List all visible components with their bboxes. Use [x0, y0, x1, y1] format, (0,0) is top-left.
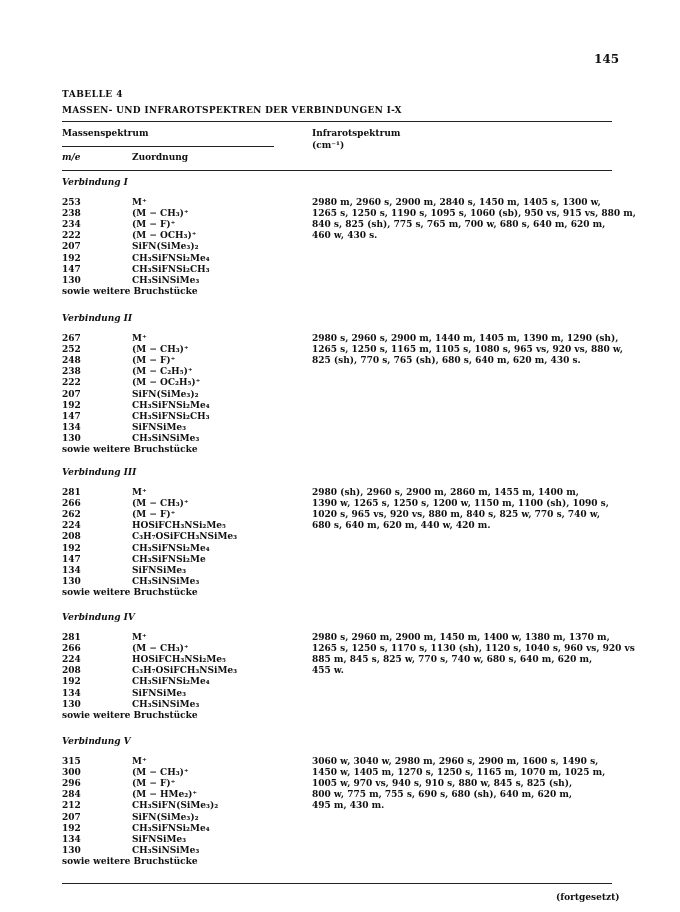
mass-value: 281 [62, 633, 81, 643]
ir-band-line: 800 w, 775 m, 755 s, 690 s, 680 (sh), 640 m, 620 m, [312, 790, 573, 801]
mass-value: 284 [62, 790, 81, 801]
mass-value: 238 [62, 367, 81, 378]
mass-row [0, 265, 300, 276]
fragment-assignment: (M − CH₃)⁺ [132, 209, 189, 220]
table-title: MASSEN- UND INFRAROTSPEKTREN DER VERBINDUNGEN I-X [62, 106, 402, 116]
ir-band-line: 2980 s, 2960 s, 2900 m, 1440 m, 1405 m, 1390 m, 1290 (sh), [312, 334, 619, 344]
mass-row [0, 334, 300, 345]
page-number: 145 [594, 52, 620, 66]
mass-row [0, 532, 300, 543]
mass-row [0, 198, 300, 209]
fragments-note: sowie weitere Bruchstücke [62, 710, 198, 721]
ir-band-line: 2980 (sh), 2960 s, 2900 m, 2860 m, 1455 m, 1400 m, [312, 488, 579, 498]
ir-band-line: 1005 w, 970 vs, 940 s, 910 s, 880 w, 845 s, 825 (sh), [312, 779, 573, 790]
mass-row [0, 276, 300, 287]
fragment-assignment: CH₃SiNSiMe₃ [132, 433, 200, 444]
fragments-note: sowie weitere Bruchstücke [62, 856, 198, 867]
mass-value: 192 [62, 253, 81, 264]
compound-title: Verbindung IV [62, 613, 135, 623]
mass-row [0, 390, 300, 401]
mass-value: 234 [62, 220, 81, 231]
header-mass-rule [62, 146, 274, 147]
mass-row [0, 401, 300, 412]
fragment-assignment: CH₃SiFNSi₂CH₃ [132, 264, 210, 275]
fragment-assignment: SiFN(SiMe₃)₂ [132, 242, 199, 253]
fragment-assignment: CH₃SiFNSi₂CH₃ [132, 411, 210, 422]
mass-row [0, 220, 300, 231]
mass-value: 252 [62, 345, 81, 356]
fragment-assignment: SiFNSiMe₃ [132, 422, 187, 433]
mass-value: 224 [62, 521, 81, 532]
mass-value: 212 [62, 801, 81, 812]
fragment-assignment: CH₃SiNSiMe₃ [132, 275, 200, 286]
mass-value: 248 [62, 356, 81, 367]
mass-value: 192 [62, 543, 81, 554]
mass-value: 207 [62, 812, 81, 823]
fragment-assignment: HOSiFCH₃NSi₂Me₅ [132, 655, 226, 666]
compound-title: Verbindung III [62, 468, 137, 478]
fragments-note: sowie weitere Bruchstücke [62, 286, 198, 297]
ir-band-line: 2980 m, 2960 s, 2900 m, 2840 s, 1450 m, 1405 s, 1300 w, [312, 198, 601, 208]
mass-value: 224 [62, 655, 81, 666]
mass-row [0, 242, 300, 253]
mass-value: 134 [62, 834, 81, 845]
mass-value: 147 [62, 411, 81, 422]
mass-value: 315 [62, 757, 81, 767]
mass-row [0, 544, 300, 555]
fragment-assignment: SiFN(SiMe₃)₂ [132, 812, 199, 823]
ir-band-line: 1020 s, 965 vs, 920 vs, 880 m, 840 s, 825 w, 770 s, 740 w, [312, 510, 600, 521]
mass-value: 300 [62, 768, 81, 779]
mass-value: 253 [62, 198, 81, 208]
fragment-assignment: CH₃SiFNSi₂Me₄ [132, 823, 210, 834]
mass-value: 207 [62, 389, 81, 400]
fragment-assignment: SiFNSiMe₃ [132, 565, 187, 576]
mass-value: 147 [62, 264, 81, 275]
fragment-assignment: M⁺ [132, 334, 147, 344]
fragment-assignment: HOSiFCH₃NSi₂Me₅ [132, 521, 226, 532]
mass-row [0, 356, 300, 367]
mass-row [0, 835, 300, 846]
mass-row [0, 700, 300, 711]
mass-value: 192 [62, 677, 81, 688]
fragment-assignment: SiFN(SiMe₃)₂ [132, 389, 199, 400]
ir-band-line: 1265 s, 1250 s, 1165 m, 1105 s, 1080 s, 965 vs, 920 vs, 880 w, [312, 345, 624, 356]
mass-value: 134 [62, 422, 81, 433]
mass-value: 130 [62, 699, 81, 710]
fragment-assignment: CH₃SiFNSi₂Me₄ [132, 400, 210, 411]
mass-row [0, 790, 300, 801]
ir-band-line: 460 w, 430 s. [312, 231, 378, 242]
fragment-assignment: CH₃SiFN(SiMe₃)₂ [132, 801, 219, 812]
mass-value: 134 [62, 565, 81, 576]
mass-value: 208 [62, 666, 81, 677]
fragments-note: sowie weitere Bruchstücke [62, 445, 198, 455]
mass-value: 130 [62, 845, 81, 856]
fragment-assignment: SiFNSiMe₃ [132, 688, 187, 699]
mass-row [0, 666, 300, 677]
mass-row [0, 231, 300, 242]
table-label: TABELLE 4 [62, 90, 124, 100]
fragment-assignment: C₃H₇OSiFCH₃NSiMe₃ [132, 666, 238, 677]
mass-value: 266 [62, 499, 81, 510]
mass-row [0, 677, 300, 688]
mass-row [0, 577, 300, 588]
fragment-assignment: SiFNSiMe₃ [132, 834, 187, 845]
fragment-assignment: M⁺ [132, 757, 147, 767]
compound-title: Verbindung I [62, 178, 128, 188]
ir-band-line: 825 (sh), 770 s, 765 (sh), 680 s, 640 m, 620 m, 430 s. [312, 356, 581, 367]
fragment-assignment: CH₃SiFNSi₂Me₄ [132, 677, 210, 688]
mass-row [0, 434, 300, 445]
mass-value: 192 [62, 400, 81, 411]
mass-row [0, 757, 300, 768]
fragment-assignment: M⁺ [132, 488, 147, 498]
mass-row [0, 209, 300, 220]
mass-row [0, 488, 300, 499]
mass-row [0, 813, 300, 824]
fragment-assignment: M⁺ [132, 198, 147, 208]
mass-value: 238 [62, 209, 81, 220]
fragment-assignment: CH₃SiNSiMe₃ [132, 699, 200, 710]
fragment-assignment: (M − F)⁺ [132, 779, 176, 790]
ir-band-line: 1265 s, 1250 s, 1190 s, 1095 s, 1060 (sb), 950 vs, 915 vs, 880 m, [312, 209, 636, 220]
fragment-assignment: (M − CH₃)⁺ [132, 345, 189, 356]
mass-value: 130 [62, 576, 81, 587]
header-assignment: Zuordnung [132, 153, 189, 163]
fragment-assignment: (M − F)⁺ [132, 510, 176, 521]
ir-band-line: 885 m, 845 s, 825 w, 770 s, 740 w, 680 s, 640 m, 620 m, [312, 655, 593, 666]
fragment-assignment: (M − CH₃)⁺ [132, 768, 189, 779]
mass-row [0, 779, 300, 790]
mass-row [0, 510, 300, 521]
mass-value: 207 [62, 242, 81, 253]
mass-value: 222 [62, 231, 81, 242]
ir-band-line: 495 m, 430 m. [312, 801, 385, 812]
header-me: m/e [62, 153, 81, 163]
mass-row [0, 412, 300, 423]
header-bottom-rule [62, 170, 612, 171]
compound-title: Verbindung V [62, 737, 131, 747]
ir-band-line: 3060 w, 3040 w, 2980 m, 2960 s, 2900 m, 1600 s, 1490 s, [312, 757, 599, 767]
mass-row [0, 655, 300, 666]
mass-row [0, 566, 300, 577]
ir-band-line: 2980 s, 2960 m, 2900 m, 1450 m, 1400 w, 1380 m, 1370 m, [312, 633, 610, 643]
fragment-assignment: (M − CH₃)⁺ [132, 499, 189, 510]
mass-value: 267 [62, 334, 81, 344]
fragment-assignment: (M − OC₂H₅)⁺ [132, 378, 201, 389]
fragment-assignment: C₃H₇OSiFCH₃NSiMe₃ [132, 532, 238, 543]
header-ir-unit: (cm⁻¹) [312, 141, 345, 151]
compound-title: Verbindung II [62, 314, 133, 324]
fragment-assignment: (M − HMe₂)⁺ [132, 790, 198, 801]
mass-value: 130 [62, 433, 81, 444]
mass-row [0, 846, 300, 857]
mass-row [0, 633, 300, 644]
fragment-assignment: M⁺ [132, 633, 147, 643]
mass-row [0, 499, 300, 510]
mass-value: 296 [62, 779, 81, 790]
fragment-assignment: (M − CH₃)⁺ [132, 644, 189, 655]
fragments-note: sowie weitere Bruchstücke [62, 587, 198, 598]
mass-row [0, 555, 300, 566]
mass-row [0, 254, 300, 265]
mass-value: 147 [62, 554, 81, 565]
mass-value: 222 [62, 378, 81, 389]
header-ir-spectrum: Infrarotspektrum [312, 129, 401, 139]
top-rule [62, 121, 612, 122]
fragment-assignment: CH₃SiNSiMe₃ [132, 576, 200, 587]
mass-row [0, 423, 300, 434]
mass-value: 134 [62, 688, 81, 699]
fragment-assignment: (M − F)⁺ [132, 356, 176, 367]
fragment-assignment: CH₃SiNSiMe₃ [132, 845, 200, 856]
mass-row [0, 768, 300, 779]
mass-value: 266 [62, 644, 81, 655]
ir-band-line: 840 s, 825 (sh), 775 s, 765 m, 700 w, 680 s, 640 m, 620 m, [312, 220, 606, 231]
mass-row [0, 521, 300, 532]
mass-value: 130 [62, 275, 81, 286]
mass-value: 192 [62, 823, 81, 834]
mass-row [0, 644, 300, 655]
mass-row [0, 689, 300, 700]
mass-value: 208 [62, 532, 81, 543]
fragment-assignment: CH₃SiFNSi₂Me₄ [132, 253, 210, 264]
fragment-assignment: CH₃SiFNSi₂Me [132, 554, 206, 565]
fragment-assignment: (M − F)⁺ [132, 220, 176, 231]
fragment-assignment: (M − C₂H₅)⁺ [132, 367, 193, 378]
ir-band-line: 1390 w, 1265 s, 1250 s, 1200 w, 1150 m, 1100 (sh), 1090 s, [312, 499, 609, 510]
ir-band-line: 1265 s, 1250 s, 1170 s, 1130 (sh), 1120 s, 1040 s, 960 vs, 920 vs [312, 644, 635, 655]
mass-value: 281 [62, 488, 81, 498]
continued-note: (fortgesetzt) [556, 893, 620, 903]
mass-value: 262 [62, 510, 81, 521]
ir-band-line: 455 w. [312, 666, 344, 677]
fragment-assignment: (M − OCH₃)⁺ [132, 231, 197, 242]
bottom-rule [62, 883, 612, 884]
ir-band-line: 680 s, 640 m, 620 m, 440 w, 420 m. [312, 521, 491, 532]
mass-row [0, 824, 300, 835]
fragment-assignment: CH₃SiFNSi₂Me₄ [132, 543, 210, 554]
header-mass-spectrum: Massenspektrum [62, 129, 149, 139]
ir-band-line: 1450 w, 1405 m, 1270 s, 1250 s, 1165 m, 1070 m, 1025 m, [312, 768, 606, 779]
mass-row [0, 801, 300, 812]
mass-row [0, 367, 300, 378]
mass-row [0, 345, 300, 356]
mass-row [0, 378, 300, 389]
